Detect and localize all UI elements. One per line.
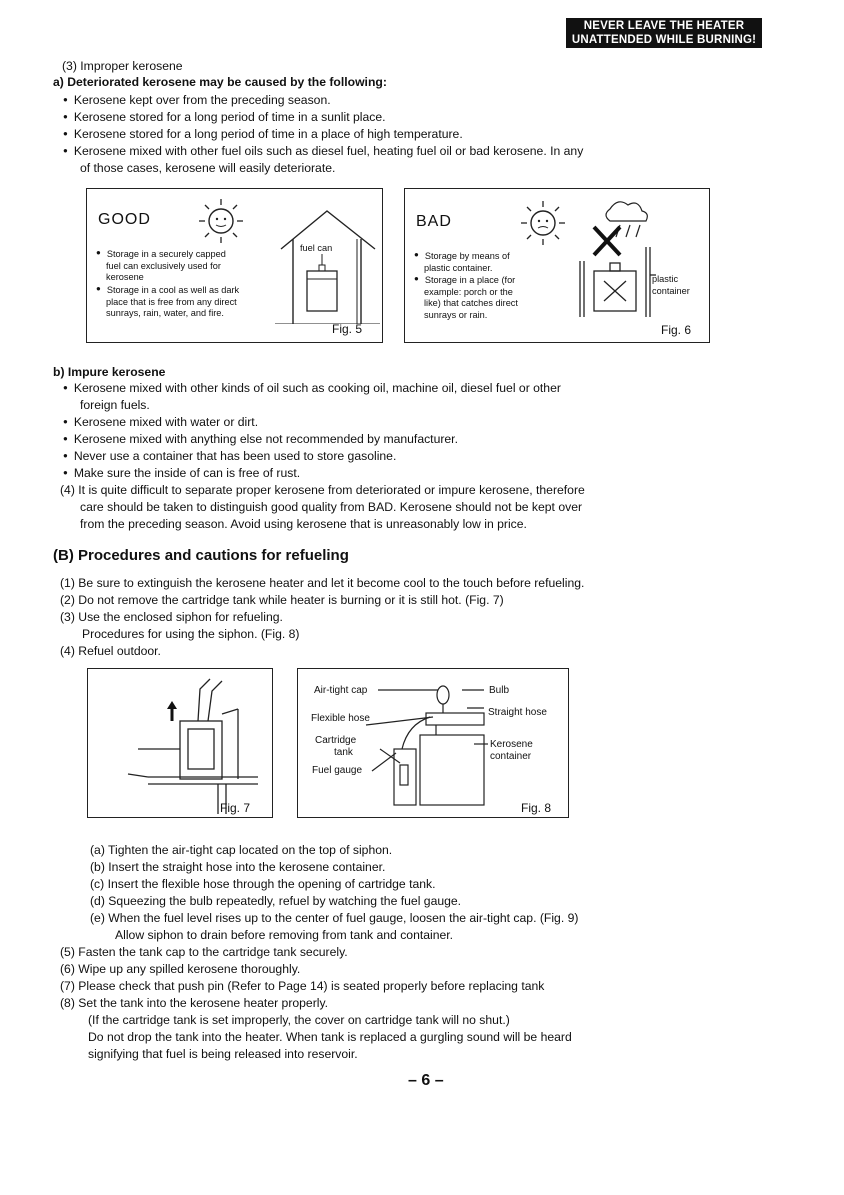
section-3a-title: a) Deteriorated kerosene may be caused by the following: bbox=[53, 75, 387, 89]
fig5-item-1-line-2: fuel can exclusively used for bbox=[106, 260, 221, 271]
list-item: ● Kerosene mixed with other fuel oils such as diesel fuel, heating fuel oil or bad kerosene. In any bbox=[63, 144, 583, 160]
page-number: – 6 – bbox=[408, 1072, 444, 1089]
section-3-heading: (3) Improper kerosene bbox=[62, 59, 183, 73]
figure-5-good-storage bbox=[86, 188, 383, 343]
final-step: (6) Wipe up any spilled kerosene thoroughly. bbox=[60, 962, 301, 976]
plastic-container-illustration bbox=[570, 197, 710, 327]
bulb-label: Bulb bbox=[489, 685, 510, 696]
figure-8-siphon bbox=[297, 668, 569, 818]
siphon-step: (d) Squeezing the bulb repeatedly, refuel by watching the fuel gauge. bbox=[90, 894, 462, 908]
procedures-title: (B) Procedures and cautions for refueling bbox=[53, 547, 349, 564]
list-item: ● Kerosene stored for a long period of time in a place of high temperature. bbox=[63, 127, 463, 143]
list-item: ● Kerosene stored for a long period of time in a sunlit place. bbox=[63, 110, 385, 126]
procedure-step: Procedures for using the siphon. (Fig. 8) bbox=[82, 627, 300, 641]
figure-5-caption: Fig. 5 bbox=[332, 322, 363, 336]
procedure-step: (4) Refuel outdoor. bbox=[60, 644, 161, 658]
list-item: ● Kerosene mixed with other kinds of oil such as cooking oil, machine oil, diesel fuel or other bbox=[63, 381, 561, 397]
flexible-hose-label: Flexible hose bbox=[311, 713, 370, 724]
figure-5-title: GOOD bbox=[98, 211, 151, 228]
list-item: ● Kerosene mixed with water or dirt. bbox=[63, 415, 258, 431]
final-step: (7) Please check that push pin (Refer to Page 14) is seated properly before replacing tank bbox=[60, 979, 545, 993]
procedure-step: (2) Do not remove the cartridge tank while heater is burning or it is still hot. (Fig. 7) bbox=[60, 593, 504, 607]
fuel-gauge-label: Fuel gauge bbox=[312, 765, 363, 776]
kerosene-label-1: Kerosene bbox=[490, 739, 533, 750]
fig5-item-2-line-2: place that is free from any direct bbox=[106, 296, 237, 307]
fig6-item-2-line-2: example: porch or the bbox=[424, 286, 513, 297]
section-4-line-1: (4) It is quite difficult to separate proper kerosene from deteriorated or impure kerosene, therefore bbox=[60, 483, 585, 497]
final-note: Do not drop the tank into the heater. When tank is replaced a gurgling sound will be heard bbox=[88, 1030, 572, 1044]
section-4-line-2: care should be taken to distinguish good quality from BAD. Kerosene should not be kept over bbox=[80, 500, 583, 514]
fig5-item-1-line-3: kerosene bbox=[106, 272, 144, 282]
fig5-item-2-line-1: ● Storage in a cool as well as dark bbox=[96, 285, 286, 297]
siphon-step: (c) Insert the flexible hose through the opening of cartridge tank. bbox=[90, 877, 436, 891]
final-note: (If the cartridge tank is set improperly, the cover on cartridge tank will no shut.) bbox=[88, 1013, 510, 1027]
fig5-item-2-line-3: sunrays, rain, water, and fire. bbox=[106, 308, 224, 318]
siphon-step: (e) When the fuel level rises up to the center of fuel gauge, loosen the air-tight cap. (Fig. 9) bbox=[90, 911, 579, 925]
sun-icon bbox=[195, 195, 247, 243]
final-note: signifying that fuel is being released into reservoir. bbox=[88, 1047, 358, 1061]
list-item-continuation: of those cases, kerosene will easily deteriorate. bbox=[80, 161, 336, 175]
procedure-step: (3) Use the enclosed siphon for refueling. bbox=[60, 610, 283, 624]
fig5-item-1-line-1: ● Storage in a securely capped bbox=[96, 249, 286, 261]
figure-6-caption: Fig. 6 bbox=[661, 323, 692, 337]
figure-7-cartridge-removal bbox=[87, 668, 273, 818]
figure-6-item-2 bbox=[414, 275, 574, 321]
fig6-item-1-line-1: ● Storage by means of bbox=[414, 251, 574, 263]
warning-line-1: NEVER LEAVE THE HEATER bbox=[583, 20, 745, 32]
house-with-fuel-can-illustration bbox=[275, 209, 380, 324]
fig6-item-2-line-4: sunrays or rain. bbox=[424, 309, 488, 320]
final-step: (5) Fasten the tank cap to the cartridge tank securely. bbox=[60, 945, 348, 959]
siphon-step-continuation: Allow siphon to drain before removing from tank and container. bbox=[115, 928, 454, 942]
figure-8-caption: Fig. 8 bbox=[521, 801, 552, 815]
siphon-step: (a) Tighten the air-tight cap located on the top of siphon. bbox=[90, 843, 393, 857]
list-item: ● Kerosene kept over from the preceding season. bbox=[63, 93, 331, 109]
figure-5-item-1 bbox=[96, 249, 286, 284]
siphon-step: (b) Insert the straight hose into the kerosene container. bbox=[90, 860, 386, 874]
plastic-label: plastic bbox=[652, 274, 679, 284]
cartridge-label-1: Cartridge bbox=[315, 735, 357, 746]
warning-line-2: UNATTENDED WHILE BURNING! bbox=[571, 34, 757, 46]
warning-banner bbox=[566, 18, 762, 48]
section-b-title: b) Impure kerosene bbox=[53, 365, 166, 379]
airtight-cap-label: Air-tight cap bbox=[314, 685, 368, 696]
fig6-item-1-line-2: plastic container. bbox=[424, 262, 493, 273]
container-label: container bbox=[652, 286, 690, 296]
procedure-step: (1) Be sure to extinguish the kerosene heater and let it become cool to the touch before refueling. bbox=[60, 576, 585, 590]
cartridge-label-2: tank bbox=[334, 747, 353, 758]
final-step: (8) Set the tank into the kerosene heater properly. bbox=[60, 996, 329, 1010]
figure-7-caption: Fig. 7 bbox=[220, 801, 251, 815]
figure-6-bad-storage bbox=[404, 188, 710, 343]
fig6-item-2-line-1: ● Storage in a place (for bbox=[414, 275, 574, 287]
list-item: ● Make sure the inside of can is free of rust. bbox=[63, 466, 300, 482]
fuel-can-label: fuel can bbox=[300, 243, 333, 253]
figure-6-item-1 bbox=[414, 251, 574, 274]
figure-6-title: BAD bbox=[416, 213, 452, 230]
list-item-continuation: foreign fuels. bbox=[80, 398, 150, 412]
sun-icon bbox=[517, 197, 569, 245]
fig6-item-2-line-3: like) that catches direct bbox=[424, 298, 518, 308]
heater-cartridge-illustration bbox=[88, 669, 272, 817]
section-4-line-3: from the preceding season. Avoid using kerosene that is unreasonably low in price. bbox=[80, 517, 527, 531]
list-item: ● Kerosene mixed with anything else not recommended by manufacturer. bbox=[63, 432, 458, 448]
figure-5-item-2 bbox=[96, 285, 286, 320]
kerosene-label-2: container bbox=[490, 751, 532, 762]
list-item: ● Never use a container that has been used to store gasoline. bbox=[63, 449, 396, 465]
straight-hose-label: Straight hose bbox=[488, 707, 547, 718]
